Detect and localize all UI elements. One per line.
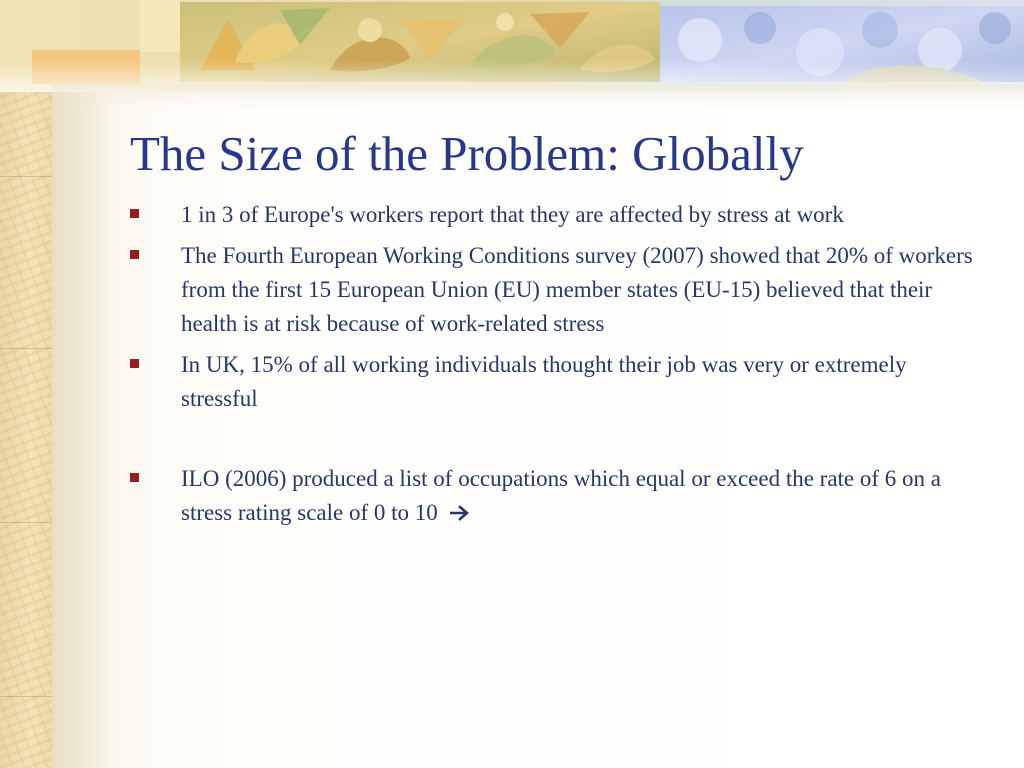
bullet-item [128, 462, 988, 531]
parchment-seam [0, 696, 52, 697]
left-shadow [52, 0, 122, 768]
slide-title: The Size of the Problem: Globally [130, 126, 804, 181]
square-bullet-icon [130, 473, 139, 482]
bullet-item [128, 239, 988, 341]
parchment-seam [0, 348, 52, 349]
bullet-item [128, 198, 988, 232]
parchment-border [0, 0, 52, 768]
bullet-text: In UK, 15% of all working individuals thought their job was very or extremely stressful [181, 352, 907, 411]
right-arrow-icon [450, 497, 470, 531]
square-bullet-icon [130, 209, 139, 218]
decorative-banner [0, 0, 1024, 92]
parchment-seam [0, 176, 52, 177]
bullet-list [128, 198, 988, 538]
banner-shadow [52, 84, 1024, 110]
bullet-item [128, 348, 988, 416]
bullet-text: ILO (2006) produced a list of occupations which equal or exceed the rate of 6 on a stress rating scale of 0 to 10 [181, 466, 941, 525]
bullet-text: The Fourth European Working Conditions survey (2007) showed that 20% of workers from the first 15 European Union (EU) member states (EU-15) believed that their health is at risk because of work-related stress [181, 243, 973, 336]
bullet-text: 1 in 3 of Europe's workers report that they are affected by stress at work [181, 202, 844, 227]
square-bullet-icon [130, 250, 139, 259]
parchment-seam [0, 522, 52, 523]
square-bullet-icon [130, 359, 139, 368]
